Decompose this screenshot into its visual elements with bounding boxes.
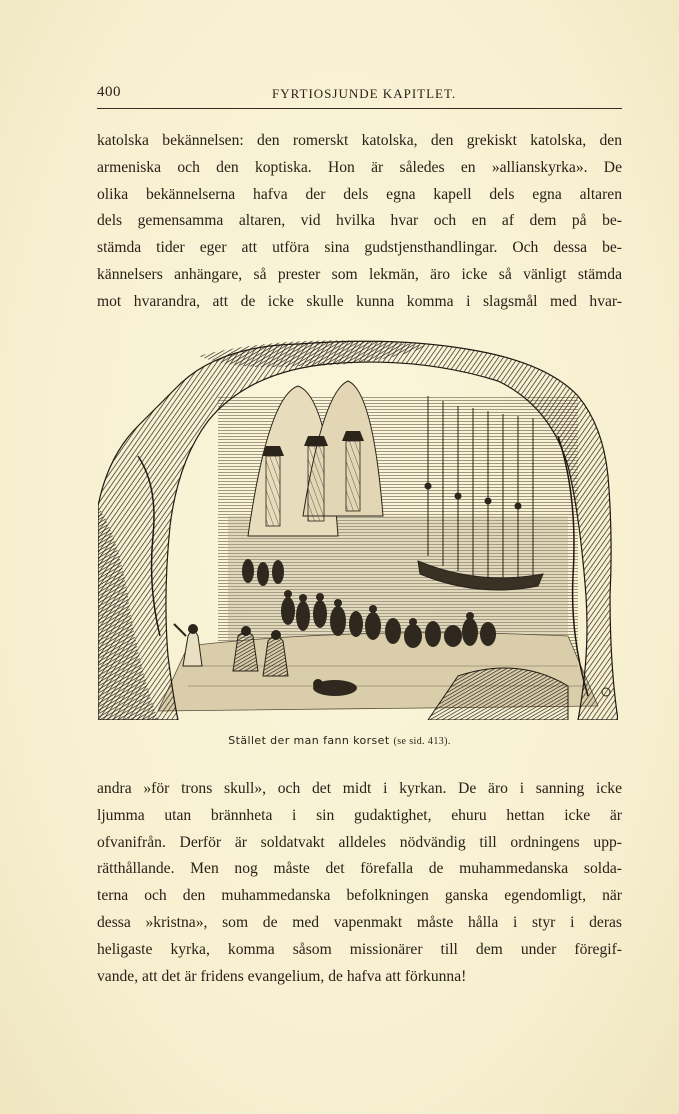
header-rule [97,108,622,109]
text-line: terna och den muhammedanska befolkningen ganska egendomligt, när [97,887,622,905]
text-line: stämda tider eger att utföra sina gudstjensthandlingar. Och dessa be- [97,239,622,257]
page-number: 400 [97,84,121,100]
text-line: ofvanifrån. Derför är soldatvakt alldeles nödvändig till ordningens upp- [97,833,622,851]
caption-text: Stället der man fann korset [228,734,390,747]
chapter-title: FYRTIOSJUNDE KAPITLET. [272,86,457,101]
illustration-caption [0,734,679,747]
text-line: rätthållande. Men nog måste det förefalla de muhammedanska solda- [97,860,622,878]
text-line: dessa »kristna», som de med vapenmakt måste hålla i styr i deras [97,913,622,931]
text-line: armeniska och den koptiska. Hon är således en »allianskyrka». De [97,158,622,176]
text-line: andra »för trons skull», och det midt i kyrkan. De äro i sanning icke [97,780,622,797]
text-line: olika bekännelserna hafva der dels egna kapell dels egna altaren [97,185,622,203]
caption-page-reference: (se sid. 413). [393,736,451,747]
cave-engraving-illustration [98,336,618,720]
text-line: katolska bekännelsen: den romerskt katolska, den grekiskt katolska, den [97,132,622,149]
text-line: vande, att det är fridens evangelium, de hafva att förkunna! [97,967,467,985]
paragraph-bottom [97,776,622,990]
text-line: ljumma utan brännheta i sin gudaktighet, ehuru hettan icke är [97,806,622,824]
paragraph-top [97,128,622,316]
page-header [97,84,622,106]
text-line: dels gemensamma altaren, vid hvilka hvar och en af dem på be- [97,212,622,230]
text-line: heligaste kyrka, komma såsom missionärer till dem under föregif- [97,940,622,958]
text-line: mot hvarandra, att de icke skulle kunna komma i slagsmål med hvar- [97,292,622,310]
text-line: kännelsers anhängare, så prester som lekmän, äro icke så vänligt stämda [97,265,622,283]
